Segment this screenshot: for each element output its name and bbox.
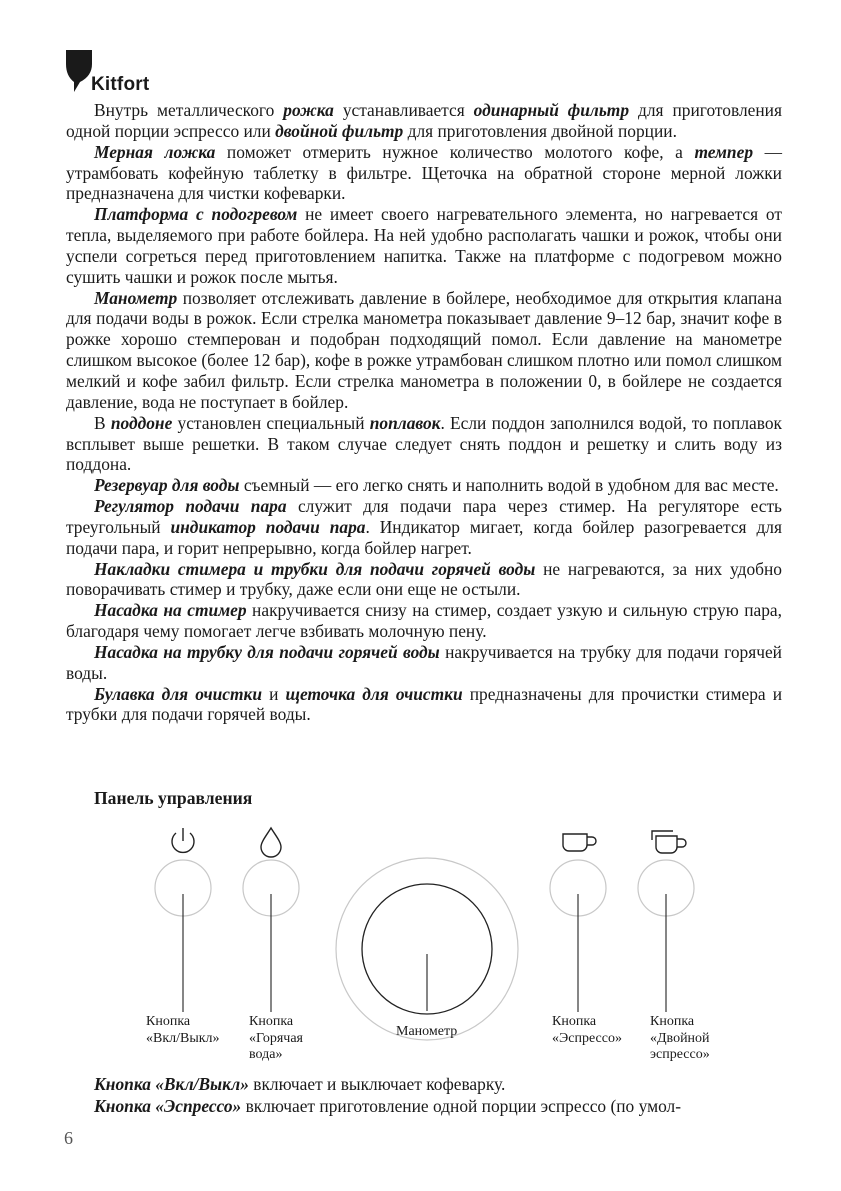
term-highlight: индикатор подачи пара <box>170 516 366 537</box>
paragraph: Накладки стимера и трубки для подачи горячей воды не нагреваются, за них удобно поворачивать стимер и трубку, даже если они еще не остыли. <box>66 558 782 600</box>
term-highlight: Регулятор подачи пара <box>94 496 287 517</box>
paragraph: Мерная ложка поможет отмерить нужное количество молотого кофе, а темпер — утрамбовать кофейную таблетку в фильтре. Щеточка на обратной стороне мерной ложки предназначена для чистки кофеварки. <box>66 141 782 204</box>
paragraph: Кнопка «Вкл/Выкл» включает и выключает кофеварку. <box>94 1074 506 1094</box>
term-highlight: темпер <box>694 141 754 162</box>
paragraph: В поддоне установлен специальный поплавок. Если поддон заполнился водой, то поплавок всплывет выше решетки. В таком случае следует снять поддон и решетку и слить воду из поддона. <box>66 412 782 475</box>
term-highlight: Кнопка «Эспрессо» <box>94 1096 242 1116</box>
term-highlight: Манометр <box>94 287 178 308</box>
control-panel-diagram <box>0 815 841 1075</box>
term-highlight: Платформа с подогревом <box>94 204 298 225</box>
paragraph: Насадка на стимер накручивается снизу на стимер, создает узкую и сильную струю пара, благодаря чему помогает легче взбивать молочную пену. <box>66 600 782 642</box>
espresso-caption: Кнопка «Эспрессо» <box>552 1014 622 1046</box>
paragraph: Внутрь металлического рожка устанавливается одинарный фильтр для приготовления одной порции эспрессо или двойной фильтр для приготовления двойной порции. <box>66 100 782 141</box>
term-highlight: Насадка на стимер <box>94 600 247 621</box>
paragraph: Булавка для очистки и щеточка для очистки предназначены для прочистки стимера и трубки для подачи горячей воды. <box>66 683 782 725</box>
paragraph: Кнопка «Эспрессо» включает приготовление одной порции эспрессо (по умол- <box>94 1096 682 1116</box>
term-highlight: Булавка для очистки <box>94 683 262 704</box>
hot-water-caption: Кнопка «Горячая вода» <box>249 1014 303 1062</box>
term-highlight: рожка <box>283 100 334 120</box>
cup-icon <box>563 834 596 851</box>
term-highlight: Насадка на трубку для подачи горячей воды <box>94 641 440 662</box>
term-highlight: щеточка для очистки <box>285 683 463 704</box>
gauge-outer-ring <box>336 858 518 1040</box>
term-highlight: двойной фильтр <box>275 120 404 141</box>
water-drop-icon <box>261 828 281 857</box>
term-highlight: Резервуар для воды <box>94 475 240 496</box>
term-highlight: Кнопка «Вкл/Выкл» <box>94 1074 249 1094</box>
description-text <box>66 100 782 725</box>
page-number: 6 <box>64 1128 73 1148</box>
term-highlight: Накладки стимера и трубки для подачи горячей воды <box>94 558 536 579</box>
paragraph: Насадка на трубку для подачи горячей воды накручивается на трубку для подачи горячей воды. <box>66 641 782 683</box>
term-highlight: поплавок <box>369 412 441 433</box>
double-cup-icon <box>652 831 686 853</box>
buttons-description <box>66 1073 782 1117</box>
brand-name: Kitfort <box>91 74 150 95</box>
paragraph: Манометр позволяет отслеживать давление в бойлере, необходимое для открытия клапана для подачи воды в рожок. Если стрелка манометра показывает давление 9–12 бар, значит кофе в рожке хорошо стемперован и подобран подходящий помол. Если давление на манометре слишком высокое (более 12 бар), кофе в рожке утрамбован слишком плотно или помол слишком мелкий и кофе забил фильтр. Если стрелка манометра в положении 0, в бойлере не создается давление, вода не поступает в бойлер. <box>66 287 782 412</box>
term-highlight: Мерная ложка <box>94 141 216 162</box>
paragraph: Резервуар для воды съемный — его легко снять и наполнить водой в удобном для вас месте. <box>94 475 779 496</box>
paragraph: Платформа с подогревом не имеет своего нагревательного элемента, но нагревается от тепла, выделяемого при работе бойлера. На ней удобно располагать чашки и рожок, чтобы они успели согреться перед приготовлением напитка. Также на платформе с подогревом можно сушить чашки и рожок после мытья. <box>66 204 782 287</box>
power-caption: Кнопка «Вкл/Выкл» <box>146 1014 220 1046</box>
gauge-caption: Манометр <box>396 1024 458 1039</box>
kitfort-logo-icon <box>64 46 94 94</box>
power-icon <box>172 828 194 852</box>
paragraph: Регулятор подачи пара служит для подачи пара через стимер. На регуляторе есть треугольный индикатор подачи пара. Индикатор мигает, когда бойлер разогревается для подачи пара, и горит непрерывно, когда бойлер нагрет. <box>66 496 782 558</box>
panel-title: Панель управления <box>94 788 253 808</box>
term-highlight: поддоне <box>110 412 173 433</box>
double-espresso-caption: Кнопка «Двойной эспрессо» <box>650 1014 710 1062</box>
brand-logo <box>64 44 194 104</box>
term-highlight: одинарный фильтр <box>473 100 630 120</box>
